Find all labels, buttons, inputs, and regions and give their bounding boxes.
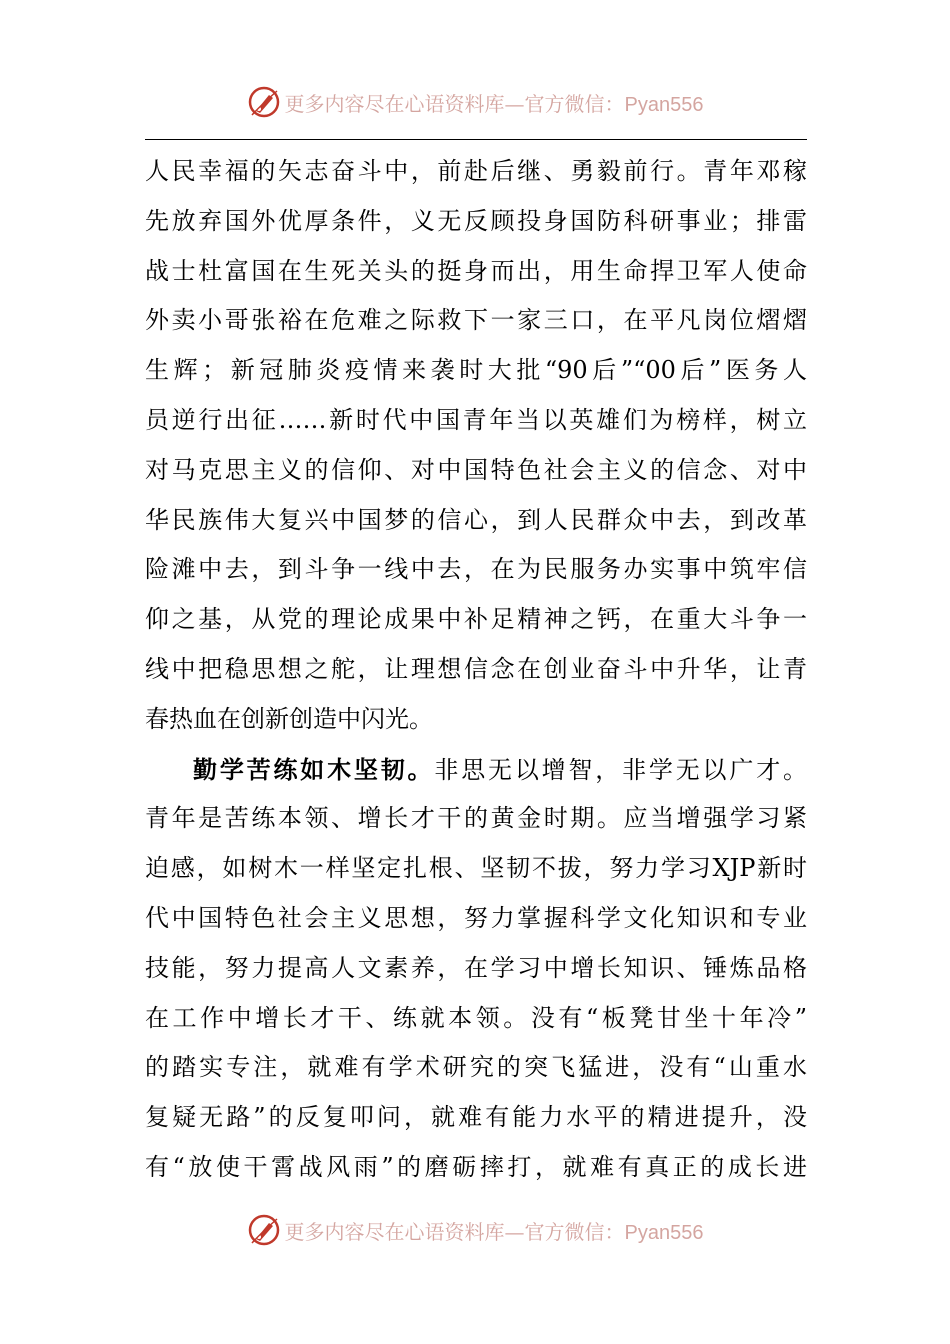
- text-line: 员逆行出征……新时代中国青年当以英雄们为榜样，树立: [145, 405, 807, 434]
- watermark-cn: 更多内容尽在心语资料库—官方微信：: [284, 91, 625, 116]
- text-line: 代中国特色社会主义思想，努力掌握科学文化知识和专业: [145, 903, 807, 932]
- section-first-line-text: 非思无以增智，非学无以广才。: [434, 755, 808, 784]
- section-heading: 勤学苦练如木坚韧。: [193, 754, 435, 784]
- text-line: 战士杜富国在生死关头的挺身而出，用生命捍卫军人使命: [145, 256, 807, 285]
- text-line: 复疑无路”的反复叩问，就难有能力水平的精进提升，没: [145, 1103, 807, 1132]
- watermark-wechat-id: Pyan556: [624, 93, 704, 116]
- header-rule: [145, 139, 807, 140]
- document-body: [145, 147, 807, 1193]
- pen-nib-logo-icon: [247, 85, 281, 119]
- header-watermark-inner: [247, 85, 704, 119]
- text-line: 生辉；新冠肺炎疫情来袭时大批“90后”“00后”医务人: [145, 356, 807, 385]
- text-line: 华民族伟大复兴中国梦的信心，到人民群众中去，到改革: [145, 505, 807, 534]
- watermark-text: [285, 1216, 704, 1245]
- pen-nib-logo-icon: [247, 1213, 281, 1247]
- text-line: 技能，努力提高人文素养，在学习中增长知识、锤炼品格: [145, 953, 807, 982]
- watermark-text: [285, 88, 704, 117]
- text-line: 人民幸福的矢志奋斗中，前赴后继、勇毅前行。青年邓稼: [145, 157, 807, 185]
- footer-watermark-banner: [0, 1210, 950, 1250]
- footer-watermark-inner: [247, 1213, 704, 1247]
- watermark-wechat-id: Pyan556: [624, 1221, 704, 1244]
- text-line: 的踏实专注，就难有学术研究的突飞猛进，没有“山重水: [145, 1053, 807, 1082]
- text-line: 在工作中增长才干、练就本领。没有“板凳甘坐十年冷”: [145, 1003, 807, 1032]
- text-line: 外卖小哥张裕在危难之际救下一家三口，在平凡岗位熠熠: [145, 306, 807, 335]
- text-line: 有“放使干霄战风雨”的磨砺摔打，就难有真正的成长进: [145, 1152, 807, 1181]
- text-line: 对马克思主义的信仰、对中国特色社会主义的信念、对中: [145, 455, 807, 484]
- text-line: 险滩中去，到斗争一线中去，在为民服务办实事中筑牢信: [145, 555, 807, 584]
- text-line: 迫感，如树木一样坚定扎根、坚韧不拔，努力学习XJP新时: [145, 854, 807, 883]
- text-line: 青年是苦练本领、增长才干的黄金时期。应当增强学习紧: [145, 804, 807, 833]
- text-line: 仰之基，从党的理论成果中补足精神之钙，在重大斗争一: [145, 605, 807, 634]
- section-first-line: [145, 745, 807, 795]
- text-line: 线中把稳思想之舵，让理想信念在创业奋斗中升华，让青: [145, 654, 807, 683]
- text-line: 春热血在创新创造中闪光。: [145, 704, 433, 733]
- header-watermark-banner: [0, 82, 950, 122]
- watermark-cn: 更多内容尽在心语资料库—官方微信：: [284, 1219, 625, 1244]
- text-line: 先放弃国外优厚条件，义无反顾投身国防科研事业；排雷: [145, 206, 807, 235]
